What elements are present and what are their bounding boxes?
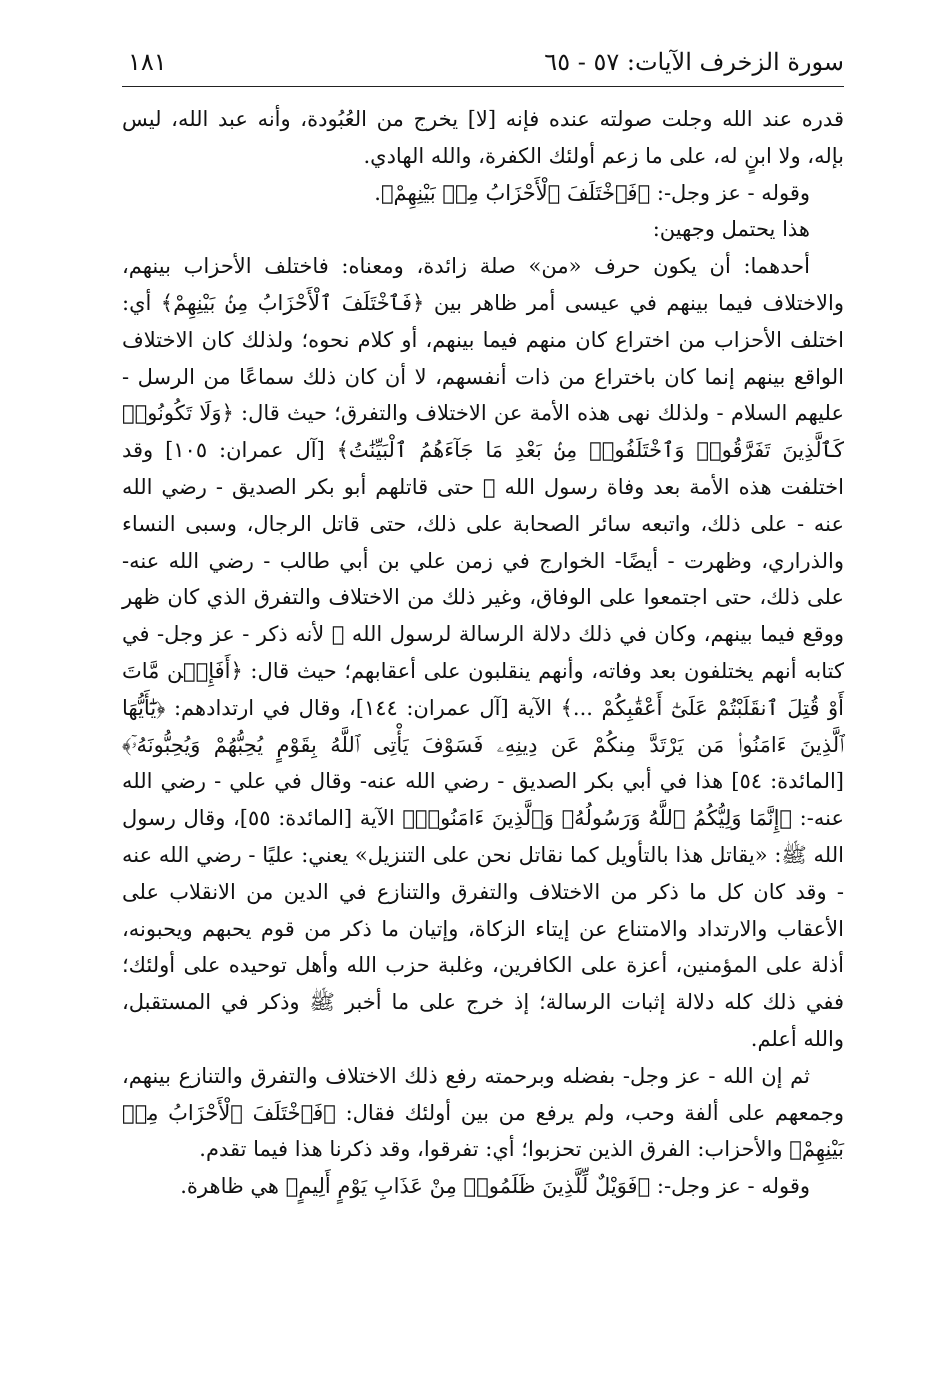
document-page (122, 42, 844, 1342)
surah-title: سورة الزخرف الآيات: ٥٧ - ٦٥ (544, 48, 844, 76)
page-body (122, 101, 844, 1205)
page-number: ١٨١ (128, 48, 167, 76)
paragraph-1: قدره عند الله وجلت صولته عنده فإنه [لا] يخرج من العُبُودة، وأنه عبد الله، ليس بإله، ولا ابنٍ له، على ما زعم أولئك الكفرة، والله الهادي. (122, 107, 844, 168)
paragraph-5: ثم إن الله - عز وجل- بفضله وبرحمته رفع ذلك الاختلاف والتفرق والتنازع بينهم، وجمعهم على ألفة وحب، ولم يرفع من بين أولئك فقال: ﴿فَٱخْتَلَفَ ٱلْأَحْزَابُ مِنۢ بَيْنِهِمْ﴾ والأحزاب: الفرق الذين تحزبوا؛ أي: تفرقوا، وقد ذكرنا هذا فيما تقدم. (122, 1063, 844, 1162)
paragraph-3: هذا يحتمل وجهين: (652, 217, 810, 242)
page-header (122, 42, 844, 87)
paragraph-4: أحدهما: أن يكون حرف «من» صلة زائدة، ومعناه: فاختلف الأحزاب بينهم، والاختلاف فيما بينهم في عيسى أمر ظاهر بين ﴿فَٱخْتَلَفَ ٱلْأَحْزَابُ مِنۢ بَيْنِهِمْ﴾ أي: اختلف الأحزاب من اختراع كان منهم فيما بينهم، أو كلام نحوه؛ ولذلك كان الاختلاف الواقع بينهم إنما كان باختراع من ذات أنفسهم، لا أن كان ذلك سماعًا من الرسل - عليهم السلام - ولذلك نهى هذه الأمة عن الاختلاف والتفرق؛ حيث قال: ﴿وَلَا تَكُونُوا۟ كَٱلَّذِينَ تَفَرَّقُوا۟ وَٱخْتَلَفُوا۟ مِنۢ بَعْدِ مَا جَآءَهُمُ ٱلْبَيِّنَٰتُ﴾ [آل عمران: ١٠٥] وقد اختلفت هذه الأمة بعد وفاة رسول الله ﷺ حتى قاتلهم أبو بكر الصديق - رضي الله عنه - على ذلك، واتبعه سائر الصحابة على ذلك، حتى قاتل الرجال، وسبى النساء والذراري، وظهرت - أيضًا- الخوارج في زمن علي بن أبي طالب - رضي الله عنه- على ذلك، حتى اجتمعوا على الوفاق، وغير ذلك من الاختلاف والتفرق الذي كان ظهر ووقع فيما بينهم، وكان في ذلك دلالة الرسالة لرسول الله ﷺ لأنه ذكر - عز وجل- في كتابه أنهم يختلفون بعد وفاته، وأنهم ينقلبون على أعقابهم؛ حيث قال: ﴿أَفَإِي۟ن مَّاتَ أَوْ قُتِلَ ٱنقَلَبْتُمْ عَلَىٰٓ أَعْقَٰبِكُمْ ...﴾ الآية [آل عمران: ١٤٤]، وقال في ارتدادهم: ﴿يَٰٓأَيُّهَا ٱلَّذِينَ ءَامَنُوا۟ مَن يَرْتَدَّ مِنكُمْ عَن دِينِهِۦ فَسَوْفَ يَأْتِى ٱللَّهُ بِقَوْمٍ يُحِبُّهُمْ وَيُحِبُّونَهُۥٓ﴾ [المائدة: ٥٤] هذا في أبي بكر الصديق - رضي الله عنه- وقال في علي - رضي الله عنه-: ﴿إِنَّمَا وَلِيُّكُمُ ٱللَّهُ وَرَسُولُهُۥ وَٱلَّذِينَ ءَامَنُوا۟﴾ الآية [المائدة: ٥٥]، وقال رسول الله ﷺ: «يقاتل هذا بالتأويل كما نقاتل نحن على التنزيل» يعني: عليًا - رضي الله عنه - وقد كان كل ما ذكر من الاختلاف والتفرق والتنازع في الدين من الانقلاب على الأعقاب والارتداد والامتناع عن إيتاء الزكاة، وإتيان ما ذكر من قوم يحبهم ويحبونه، أذلة على المؤمنين، أعزة على الكافرين، وغلبة حزب الله وأهل توحيده على أولئك؛ ففي ذلك كله دلالة إثبات الرسالة؛ إذ خرج على ما أخبر ﷺ وذكر في المستقبل، والله أعلم. (122, 254, 845, 1051)
paragraph-6: وقوله - عز وجل-: ﴿فَوَيْلٌ لِّلَّذِينَ ظَلَمُوا۟ مِنْ عَذَابِ يَوْمٍ أَلِيمٍ﴾ هي ظاهرة. (180, 1174, 810, 1199)
paragraph-2: وقوله - عز وجل-: ﴿فَٱخْتَلَفَ ٱلْأَحْزَابُ مِنۢ بَيْنِهِمْ﴾. (374, 180, 810, 205)
